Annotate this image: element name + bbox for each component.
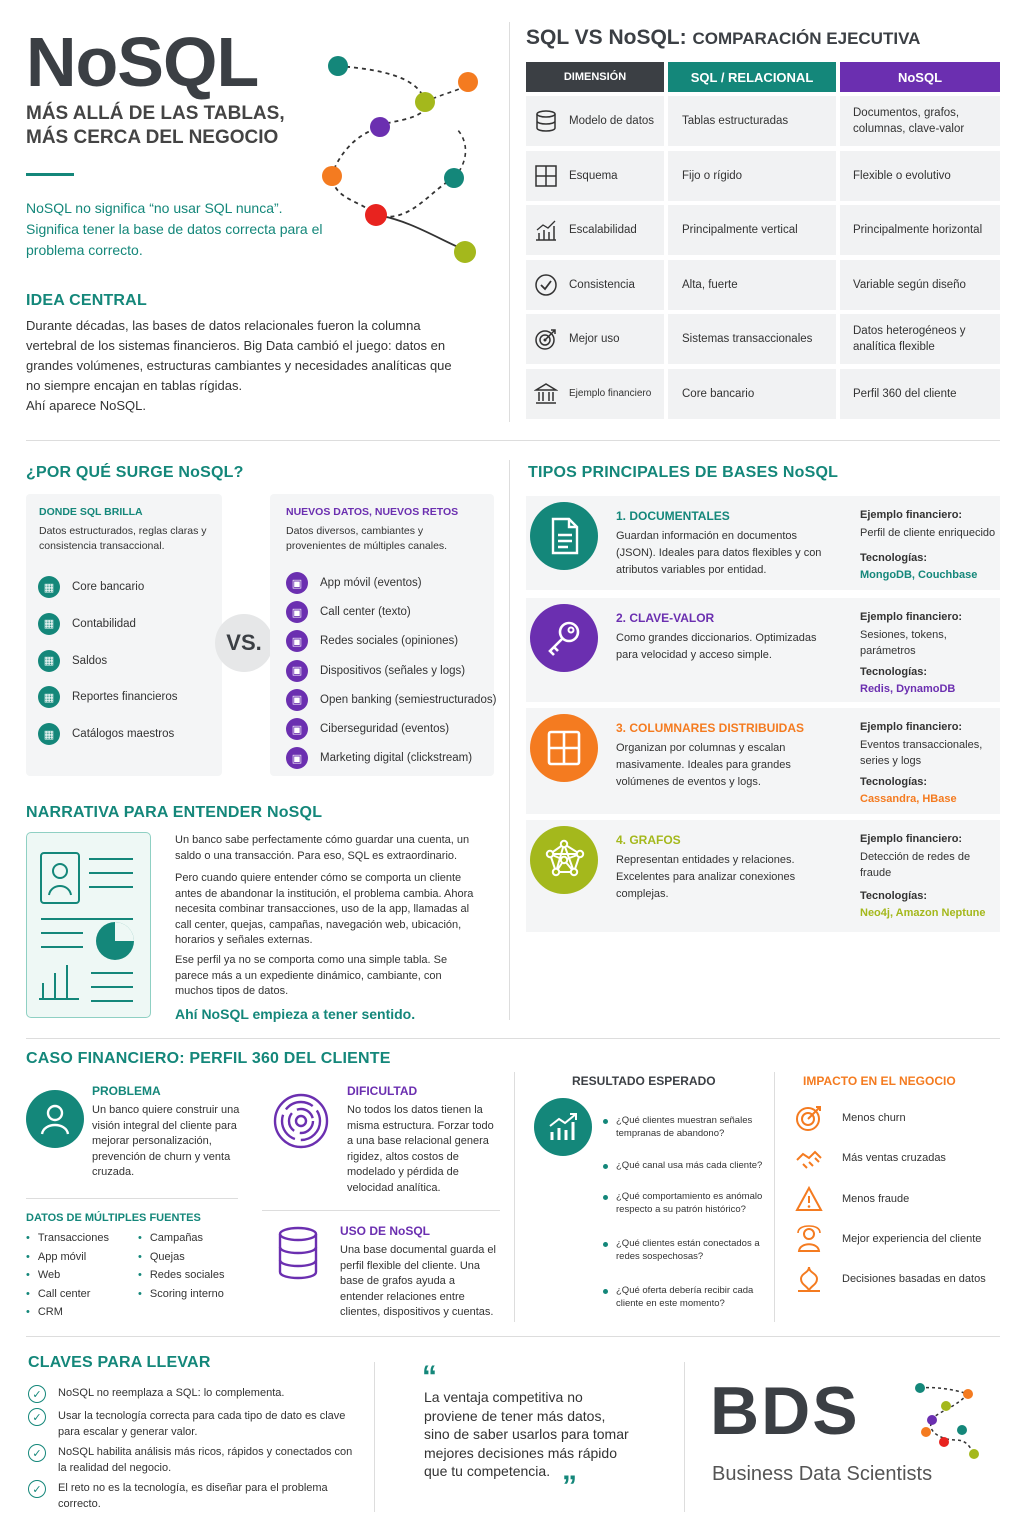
- check-icon: ✓: [28, 1408, 46, 1426]
- customer-icon: [795, 1225, 823, 1253]
- quote-text: La ventaja competitiva no proviene de tener más datos, sino de saber usarlos para tomar mejores decisiones más rápido que tu competencia.: [424, 1389, 629, 1479]
- idea-text: [26, 316, 466, 416]
- comparison-dimension-label: Esquema: [569, 169, 618, 182]
- quote-open-icon: “: [422, 1360, 437, 1393]
- nosql-type-tech-label: Tecnologías:: [860, 890, 928, 902]
- narrative-paragraph-1: Un banco sabe perfectamente cómo guardar una cuenta, un saldo o una transacción. Para eso, SQL es extraordinario.: [175, 834, 470, 862]
- divider-vertical: [684, 1362, 685, 1512]
- new-data-icon: ▣: [286, 718, 308, 740]
- key-takeaway: NoSQL no reemplaza a SQL: lo complementa.: [58, 1387, 285, 1399]
- comparison-cell-dimension: [526, 369, 664, 419]
- source-item: • Call center: [26, 1288, 90, 1300]
- difficulty-heading: DIFICULTAD: [347, 1084, 418, 1098]
- new-data-item: [286, 601, 411, 623]
- comparison-cell-nosql: Variable según diseño: [840, 260, 1000, 310]
- new-data-label: Ciberseguridad (eventos): [320, 723, 450, 735]
- comparison-cell-dimension: [526, 96, 664, 146]
- check-circle-icon: [534, 273, 558, 297]
- comparison-row: [526, 151, 1000, 201]
- new-data-label: App móvil (eventos): [320, 577, 422, 589]
- comparison-header-dimension: DIMENSIÓN: [526, 62, 664, 92]
- target-icon: [534, 327, 558, 351]
- comparison-row: [526, 314, 1000, 364]
- profile-document-illustration: [26, 832, 151, 1018]
- nosql-type-name: 2. CLAVE-VALOR: [616, 611, 715, 625]
- source-item: • App móvil: [26, 1251, 86, 1263]
- database-icon: [276, 1226, 320, 1280]
- sql-strength-label: Contabilidad: [72, 617, 136, 630]
- new-data-icon: ▣: [286, 747, 308, 769]
- comparison-cell-dimension: [526, 314, 664, 364]
- result-heading: RESULTADO ESPERADO: [572, 1074, 716, 1088]
- section-divider: [26, 440, 1000, 441]
- use-nosql-heading: USO DE NoSQL: [340, 1224, 431, 1238]
- nosql-type-tech-label: Tecnologías:: [860, 552, 928, 564]
- nosql-type-example-label: Ejemplo financiero:: [860, 833, 963, 845]
- result-question: ¿Qué oferta debería recibir cada cliente en este momento?: [616, 1285, 754, 1309]
- idea-heading: IDEA CENTRAL: [26, 292, 147, 309]
- new-data-label: Dispositivos (señales y logs): [320, 664, 466, 677]
- sql-strength-item: [38, 686, 177, 708]
- question-bullet: [603, 1164, 608, 1169]
- target-icon: [795, 1104, 823, 1132]
- check-icon: ✓: [28, 1444, 46, 1462]
- nosql-type-example-label: Ejemplo financiero:: [860, 721, 963, 733]
- comparison-cell-sql: Alta, fuerte: [668, 260, 836, 310]
- question-bullet: [603, 1195, 608, 1200]
- sql-strength-icon: ▦: [38, 650, 60, 672]
- new-data-desc: Datos diversos, cambiantes y provenientes de múltiples canales.: [286, 525, 448, 552]
- source-item: • Redes sociales: [138, 1269, 224, 1281]
- hero-subtitle-line-2: MÁS CERCA DEL NEGOCIO: [26, 127, 279, 148]
- result-question: ¿Qué comportamiento es anómalo respecto a su patrón histórico?: [616, 1191, 763, 1215]
- user-icon: [26, 1090, 84, 1148]
- divider-vertical: [774, 1072, 775, 1322]
- question-bullet: [603, 1242, 608, 1247]
- comparison-cell-sql: Principalmente vertical: [668, 205, 836, 255]
- new-data-icon: ▣: [286, 660, 308, 682]
- comparison-cell-sql: Core bancario: [668, 369, 836, 419]
- database-icon: [534, 109, 558, 133]
- sql-strength-label: Reportes financieros: [72, 691, 178, 704]
- impact-item: Más ventas cruzadas: [842, 1152, 946, 1165]
- new-data-item: [286, 689, 496, 711]
- nosql-type-desc: Como grandes diccionarios. Optimizadas para velocidad y acceso simple.: [616, 632, 817, 661]
- graph-icon: [530, 826, 598, 894]
- new-data-label: Open banking (semiestructurados): [320, 693, 497, 706]
- impact-item: Menos fraude: [842, 1192, 910, 1205]
- key-icon: [530, 604, 598, 672]
- hero-subtitle-line-1: MÁS ALLÁ DE LAS TABLAS,: [26, 103, 285, 124]
- nosql-type-example: Detección de redes de fraude: [860, 851, 971, 879]
- check-icon: ✓: [28, 1385, 46, 1403]
- brand-logo: BDS: [710, 1373, 860, 1449]
- difficulty-text: No todos los datos tienen la misma estructura. Forzar todo a una base relacional genera rigidez, altos costos de modelado y pérdida de velocidad analítica.: [347, 1104, 494, 1194]
- sql-strength-item: [38, 576, 144, 598]
- nosql-type-example-label: Ejemplo financiero:: [860, 509, 963, 521]
- section-divider-vertical: [509, 22, 510, 422]
- idea-closing: Ahí aparece NoSQL.: [26, 398, 146, 413]
- comparison-cell-sql: Sistemas transaccionales: [668, 314, 836, 364]
- sql-strength-item: [38, 650, 107, 672]
- source-item: • Quejas: [138, 1251, 185, 1263]
- nosql-type-desc: Organizan por columnas y escalan masivamente. Ideales para grandes volúmenes de eventos y logs.: [616, 742, 791, 788]
- hero-subtitle: [26, 102, 326, 150]
- comparison-dimension-label: Ejemplo financiero: [569, 387, 652, 399]
- comparison-header-sql: SQL / RELACIONAL: [668, 62, 836, 92]
- nosql-type-tech: MongoDB, Couchbase: [860, 569, 978, 581]
- keys-heading: CLAVES PARA LLEVAR: [28, 1354, 211, 1371]
- nosql-type-card: [526, 598, 1000, 702]
- new-data-item: [286, 718, 449, 740]
- nosql-type-example-label: Ejemplo financiero:: [860, 611, 963, 623]
- comparison-row: [526, 260, 1000, 310]
- narrative-paragraph-2: Pero cuando quiere entender cómo se comporta un cliente antes de abandonar la institución, el problema cambia. Ahora necesita combinar transacciones, uso de la app, llamadas al call center, quejas, campañas, navegación web, ubicación, horarios y señales externas.: [175, 872, 474, 946]
- divider-vertical: [514, 1072, 515, 1322]
- sql-strength-item: [38, 723, 174, 745]
- comparison-dimension-label: Mejor uso: [569, 333, 620, 345]
- comparison-row: [526, 205, 1000, 255]
- why-heading: ¿POR QUÉ SURGE NoSQL?: [26, 464, 244, 481]
- sql-strength-item: [38, 613, 136, 635]
- columns-icon: [530, 714, 598, 782]
- new-data-icon: ▣: [286, 689, 308, 711]
- comparison-dimension-label: Modelo de datos: [569, 115, 655, 127]
- nosql-type-tech-label: Tecnologías:: [860, 776, 928, 788]
- comparison-header-nosql: NoSQL: [840, 62, 1000, 92]
- nosql-type-tech: Redis, DynamoDB: [860, 683, 956, 695]
- result-question: ¿Qué clientes están conectados a redes sospechosas?: [616, 1238, 760, 1262]
- vs-badge: VS.: [215, 614, 273, 672]
- new-data-label: Redes sociales (opiniones): [320, 635, 459, 648]
- source-item: • CRM: [26, 1306, 63, 1318]
- hero-lead: NoSQL no significa “no usar SQL nunca”. Significa tener la base de datos correcta para el problema correcto.: [26, 200, 323, 258]
- new-data-icon: ▣: [286, 572, 308, 594]
- impact-heading: IMPACTO EN EL NEGOCIO: [803, 1074, 956, 1088]
- nosql-type-tech-label: Tecnologías:: [860, 666, 928, 678]
- nosql-type-name: 4. GRAFOS: [616, 833, 681, 847]
- brand-graph-icon: [912, 1380, 982, 1460]
- types-heading: TIPOS PRINCIPALES DE BASES NoSQL: [528, 464, 839, 481]
- use-nosql-text: Una base documental guarda el perfil flexible del cliente. Una base de grafos ayuda a entender relaciones entre clientes, dispositivos y cuentas.: [340, 1244, 496, 1318]
- problem-text: Un banco quiere construir una visión integral del cliente para mejorar personalización, prevención de churn y venta cruzada.: [92, 1104, 240, 1178]
- source-item: • Transacciones: [26, 1232, 109, 1244]
- warning-icon: [795, 1185, 823, 1213]
- hero-title: NoSQL: [26, 23, 259, 101]
- quote-close-icon: ”: [562, 1470, 577, 1503]
- section-divider: [26, 1038, 1000, 1039]
- new-data-icon: ▣: [286, 630, 308, 652]
- comparison-cell-nosql: Flexible o evolutivo: [840, 151, 1000, 201]
- nosql-type-card: [526, 820, 1000, 932]
- bar-chart-icon: [534, 218, 558, 242]
- question-bullet: [603, 1119, 608, 1124]
- narrative-paragraph-3: Ese perfil ya no se comporta como una simple tabla. Se parece más a un expediente dinámico, cambiante, con muchos tipos de datos.: [175, 954, 448, 997]
- impact-item: Menos churn: [842, 1112, 906, 1124]
- new-data-label: Marketing digital (clickstream): [320, 752, 473, 765]
- sql-strength-icon: ▦: [38, 613, 60, 635]
- sql-strength-icon: ▦: [38, 723, 60, 745]
- comparison-row: [526, 96, 1000, 146]
- sources-heading: DATOS DE MÚLTIPLES FUENTES: [26, 1212, 201, 1224]
- impact-item: Mejor experiencia del cliente: [842, 1232, 982, 1245]
- problem-heading: PROBLEMA: [92, 1084, 161, 1098]
- comparison-cell-dimension: [526, 260, 664, 310]
- narrative-conclusion: Ahí NoSQL empieza a tener sentido.: [175, 1006, 416, 1022]
- data-decision-icon: [795, 1265, 823, 1293]
- new-data-title: NUEVOS DATOS, NUEVOS RETOS: [286, 506, 459, 518]
- profile-document-icon: [27, 833, 149, 1017]
- section-divider: [26, 1336, 1000, 1337]
- comparison-dimension-label: Consistencia: [569, 278, 635, 291]
- growth-chart-icon: [534, 1098, 592, 1156]
- nosql-type-example: Sesiones, tokens, parámetros: [860, 629, 947, 657]
- maze-icon: [272, 1092, 330, 1150]
- comparison-cell-nosql: Documentos, grafos, columnas, clave-valor: [840, 96, 1000, 146]
- nosql-type-name: 3. COLUMNARES DISTRIBUIDAS: [616, 721, 805, 735]
- comparison-row: [526, 369, 1000, 419]
- case-heading: CASO FINANCIERO: PERFIL 360 DEL CLIENTE: [26, 1050, 391, 1067]
- key-takeaway: El reto no es la tecnología, es diseñar para el problema correcto.: [58, 1482, 328, 1510]
- nosql-type-tech: Neo4j, Amazon Neptune: [860, 907, 986, 919]
- question-bullet: [603, 1289, 608, 1294]
- source-item: • Scoring interno: [138, 1288, 224, 1300]
- check-icon: ✓: [28, 1480, 46, 1498]
- sql-shines-desc: Datos estructurados, reglas claras y consistencia transaccional.: [39, 525, 207, 552]
- new-data-item: [286, 660, 465, 682]
- key-takeaway: Usar la tecnología correcta para cada tipo de dato es clave para escalar y generar valor.: [58, 1410, 346, 1438]
- source-item: • Campañas: [138, 1232, 203, 1244]
- new-data-item: [286, 747, 472, 769]
- idea-paragraph: Durante décadas, las bases de datos relacionales fueron la columna vertebral de los sistemas financieros. Big Data cambió el juego: datos en grandes volúmenes, estructuras cambiantes y necesidades analíticas que no siempre encajan en tablas rígidas.: [26, 318, 452, 393]
- hero-divider: [26, 173, 74, 176]
- sql-strength-label: Saldos: [72, 654, 108, 667]
- handshake-icon: [795, 1144, 823, 1172]
- narrative-heading: NARRATIVA PARA ENTENDER NoSQL: [26, 804, 323, 821]
- comparison-title-a: SQL VS NoSQL:: [526, 26, 687, 49]
- comparison-cell-dimension: [526, 151, 664, 201]
- source-item: • Web: [26, 1269, 60, 1281]
- nosql-type-card: [526, 708, 1000, 814]
- sql-strength-label: Core bancario: [72, 581, 145, 593]
- divider: [262, 1210, 500, 1211]
- key-takeaway: NoSQL habilita análisis más ricos, rápidos y conectados con la realidad del negocio.: [58, 1446, 353, 1474]
- impact-item: Decisiones basadas en datos: [842, 1273, 986, 1286]
- comparison-cell-nosql: Datos heterogéneos y analítica flexible: [840, 314, 1000, 364]
- result-question: ¿Qué canal usa más cada cliente?: [616, 1160, 763, 1171]
- new-data-item: [286, 572, 422, 594]
- result-question: ¿Qué clientes muestran señales tempranas de abandono?: [616, 1115, 753, 1139]
- section-divider-vertical-2: [509, 460, 510, 1020]
- nosql-type-example: Eventos transaccionales, series y logs: [860, 739, 983, 767]
- sql-strength-icon: ▦: [38, 686, 60, 708]
- nosql-type-tech: Cassandra, HBase: [860, 793, 957, 805]
- new-data-item: [286, 630, 458, 652]
- hero-graph-illustration: [320, 50, 490, 270]
- brand-name: Business Data Scientists: [712, 1463, 933, 1485]
- comparison-cell-sql: Tablas estructuradas: [668, 96, 836, 146]
- nosql-type-name: 1. DOCUMENTALES: [616, 509, 730, 523]
- grid-icon: [534, 164, 558, 188]
- comparison-cell-nosql: Principalmente horizontal: [840, 205, 1000, 255]
- new-data-icon: ▣: [286, 601, 308, 623]
- comparison-cell-nosql: Perfil 360 del cliente: [840, 369, 1000, 419]
- divider: [26, 1198, 238, 1199]
- comparison-dimension-label: Escalabilidad: [569, 224, 637, 236]
- nosql-type-example: Perfil de cliente enriquecido: [860, 527, 996, 539]
- comparison-title-b: COMPARACIÓN EJECUTIVA: [692, 29, 921, 48]
- sql-strength-label: Catálogos maestros: [72, 728, 175, 741]
- sql-shines-title: DONDE SQL BRILLA: [39, 506, 143, 518]
- comparison-title: [526, 26, 920, 50]
- nosql-type-desc: Guardan información en documentos (JSON). Ideales para datos flexibles y con atributos variables por entidad.: [616, 530, 822, 576]
- bank-icon: [534, 382, 558, 406]
- divider-vertical: [374, 1362, 375, 1512]
- nosql-type-desc: Representan entidades y relaciones. Excelentes para analizar conexiones complejas.: [616, 854, 796, 900]
- new-data-label: Call center (texto): [320, 606, 411, 619]
- sql-strength-icon: ▦: [38, 576, 60, 598]
- comparison-cell-dimension: [526, 205, 664, 255]
- document-icon: [530, 502, 598, 570]
- nosql-type-card: [526, 496, 1000, 590]
- comparison-cell-sql: Fijo o rígido: [668, 151, 836, 201]
